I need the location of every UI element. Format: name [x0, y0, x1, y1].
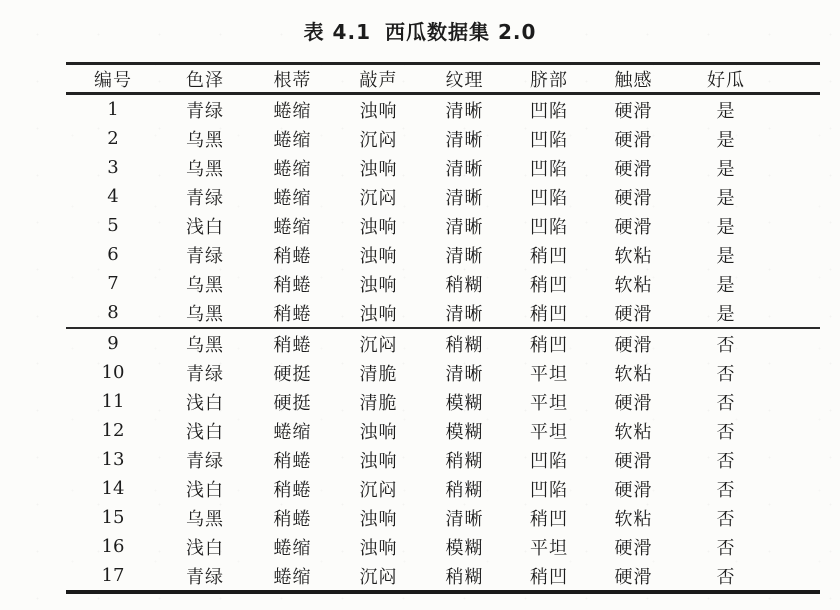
attribute-cell: 蜷缩 — [273, 537, 312, 559]
attribute-cell: 是 — [716, 187, 736, 209]
attribute-cell: 是 — [716, 245, 736, 267]
attribute-cell: 硬滑 — [614, 129, 653, 151]
attribute-cell: 浊响 — [359, 450, 398, 472]
attribute-cell: 浊响 — [359, 158, 398, 180]
row-number-cell: 3 — [107, 157, 119, 178]
row-number-cell: 17 — [101, 565, 125, 586]
attribute-cell: 沉闷 — [335, 328, 422, 358]
attribute-cell: 蜷缩 — [273, 216, 312, 238]
attribute-cell: 清晰 — [445, 303, 484, 325]
attribute-cell: 蜷缩 — [273, 187, 312, 209]
attribute-cell: 否 — [716, 508, 736, 530]
attribute-cell: 稍糊 — [445, 274, 484, 296]
table-title: 西瓜数据集 2.0 — [385, 20, 537, 44]
column-header-id: 编号 — [66, 64, 160, 94]
attribute-cell: 稍凹 — [530, 245, 568, 267]
attribute-cell: 硬滑 — [614, 392, 653, 414]
attribute-cell: 平坦 — [530, 537, 568, 559]
attribute-cell: 清脆 — [359, 363, 398, 385]
attribute-cell: 蜷缩 — [273, 566, 312, 588]
attribute-cell: 清晰 — [445, 129, 484, 151]
attribute-cell: 硬滑 — [614, 158, 653, 180]
attribute-cell: 是 — [716, 303, 736, 325]
attribute-cell: 乌黑 — [186, 303, 224, 325]
attribute-cell: 清晰 — [445, 508, 484, 530]
attribute-cell: 模糊 — [445, 421, 484, 443]
attribute-cell: 硬滑 — [614, 216, 653, 238]
row-number-cell: 16 — [101, 536, 125, 557]
row-number-cell: 15 — [101, 507, 125, 528]
attribute-cell: 清脆 — [359, 392, 398, 414]
attribute-cell: 浊响 — [359, 421, 398, 443]
attribute-cell: 稍蜷 — [273, 450, 312, 472]
table-number: 表 4.1 — [303, 20, 371, 44]
attribute-cell: 稍糊 — [445, 479, 484, 501]
attribute-cell: 硬滑 — [591, 328, 676, 358]
table-row — [66, 298, 820, 328]
attribute-cell: 凹陷 — [530, 450, 568, 472]
column-header-color: 色泽 — [160, 64, 250, 94]
attribute-cell: 沉闷 — [359, 187, 398, 209]
attribute-cell: 软粘 — [614, 274, 653, 296]
attribute-cell: 硬滑 — [614, 100, 653, 122]
attribute-cell: 乌黑 — [160, 328, 250, 358]
attribute-cell: 乌黑 — [186, 508, 224, 530]
row-number-cell: 7 — [107, 273, 119, 294]
attribute-cell: 模糊 — [445, 537, 484, 559]
attribute-cell: 清晰 — [445, 216, 484, 238]
attribute-cell: 否 — [676, 328, 820, 358]
table-row — [66, 474, 820, 503]
attribute-cell: 软粘 — [614, 421, 653, 443]
table-row — [66, 503, 820, 532]
attribute-cell: 稍糊 — [422, 328, 507, 358]
table-row — [66, 328, 820, 358]
attribute-cell: 青绿 — [186, 100, 224, 122]
attribute-cell: 软粘 — [614, 508, 653, 530]
column-header-label: 好瓜 — [676, 64, 820, 94]
attribute-cell: 否 — [716, 537, 736, 559]
attribute-cell: 清晰 — [445, 158, 484, 180]
row-number-cell: 1 — [107, 99, 119, 120]
attribute-cell: 浊响 — [359, 245, 398, 267]
row-number-cell: 5 — [107, 215, 119, 236]
attribute-cell: 模糊 — [445, 392, 484, 414]
attribute-cell: 硬滑 — [614, 450, 653, 472]
attribute-cell: 稍凹 — [530, 303, 568, 325]
attribute-cell: 稍蜷 — [250, 328, 335, 358]
row-number-cell: 2 — [107, 128, 119, 149]
row-number-cell: 13 — [101, 449, 125, 470]
attribute-cell: 是 — [716, 158, 736, 180]
attribute-cell: 清晰 — [445, 245, 484, 267]
attribute-cell: 软粘 — [614, 363, 653, 385]
attribute-cell: 凹陷 — [530, 158, 568, 180]
attribute-cell: 清晰 — [445, 187, 484, 209]
attribute-cell: 硬挺 — [273, 392, 312, 414]
attribute-cell: 稍蜷 — [273, 274, 312, 296]
watermelon-dataset-table — [66, 62, 820, 594]
attribute-cell: 平坦 — [530, 392, 568, 414]
header-row — [66, 64, 820, 94]
attribute-cell: 凹陷 — [530, 100, 568, 122]
table-row — [66, 211, 820, 240]
attribute-cell: 蜷缩 — [273, 421, 312, 443]
attribute-cell: 否 — [716, 450, 736, 472]
row-number-cell: 4 — [107, 186, 119, 207]
attribute-cell: 稍蜷 — [273, 479, 312, 501]
attribute-cell: 硬滑 — [614, 479, 653, 501]
row-number-cell: 12 — [101, 420, 125, 441]
attribute-cell: 浅白 — [186, 421, 224, 443]
attribute-cell: 否 — [716, 421, 736, 443]
attribute-cell: 平坦 — [530, 363, 568, 385]
attribute-cell: 凹陷 — [530, 479, 568, 501]
attribute-cell: 浊响 — [359, 508, 398, 530]
attribute-cell: 蜷缩 — [273, 100, 312, 122]
attribute-cell: 青绿 — [186, 363, 224, 385]
attribute-cell: 稍蜷 — [273, 245, 312, 267]
attribute-cell: 稍凹 — [507, 328, 591, 358]
attribute-cell: 乌黑 — [186, 129, 224, 151]
table-row — [66, 124, 820, 153]
table-row — [66, 387, 820, 416]
attribute-cell: 是 — [716, 216, 736, 238]
row-number-cell: 10 — [101, 362, 125, 383]
attribute-cell: 青绿 — [186, 245, 224, 267]
attribute-cell: 青绿 — [186, 450, 224, 472]
attribute-cell: 否 — [716, 363, 736, 385]
table-row — [66, 416, 820, 445]
table-body — [66, 94, 820, 593]
column-header-root: 根蒂 — [250, 64, 335, 94]
attribute-cell: 乌黑 — [186, 158, 224, 180]
column-header-navel: 脐部 — [507, 64, 591, 94]
table-row — [66, 153, 820, 182]
attribute-cell: 稍蜷 — [273, 508, 312, 530]
attribute-cell: 青绿 — [186, 187, 224, 209]
attribute-cell: 硬滑 — [614, 566, 653, 588]
table-caption — [0, 16, 840, 45]
table-header — [66, 64, 820, 94]
attribute-cell: 硬滑 — [614, 537, 653, 559]
attribute-cell: 稍糊 — [445, 450, 484, 472]
attribute-cell: 稍凹 — [530, 508, 568, 530]
table-row — [66, 358, 820, 387]
attribute-cell: 沉闷 — [359, 566, 398, 588]
column-header-texture: 纹理 — [422, 64, 507, 94]
attribute-cell: 稍蜷 — [273, 303, 312, 325]
attribute-cell: 浊响 — [359, 537, 398, 559]
attribute-cell: 浊响 — [359, 274, 398, 296]
column-header-sound: 敲声 — [335, 64, 422, 94]
attribute-cell: 蜷缩 — [273, 129, 312, 151]
attribute-cell: 凹陷 — [530, 187, 568, 209]
table-row — [66, 94, 820, 125]
table-row — [66, 561, 820, 592]
attribute-cell: 平坦 — [530, 421, 568, 443]
row-number-cell: 6 — [107, 244, 119, 265]
attribute-cell: 硬滑 — [614, 187, 653, 209]
attribute-cell: 凹陷 — [530, 216, 568, 238]
attribute-cell: 否 — [716, 392, 736, 414]
attribute-cell: 浅白 — [186, 216, 224, 238]
attribute-cell: 蜷缩 — [273, 158, 312, 180]
attribute-cell: 软粘 — [614, 245, 653, 267]
row-number-cell: 11 — [101, 391, 125, 412]
row-number-cell: 9 — [66, 328, 160, 358]
attribute-cell: 浊响 — [359, 303, 398, 325]
table-row — [66, 182, 820, 211]
attribute-cell: 稍凹 — [530, 274, 568, 296]
attribute-cell: 稍糊 — [445, 566, 484, 588]
attribute-cell: 清晰 — [445, 363, 484, 385]
attribute-cell: 浊响 — [359, 216, 398, 238]
table-row — [66, 445, 820, 474]
column-header-touch: 触感 — [591, 64, 676, 94]
attribute-cell: 凹陷 — [530, 129, 568, 151]
attribute-cell: 硬滑 — [614, 303, 653, 325]
attribute-cell: 浅白 — [186, 479, 224, 501]
attribute-cell: 沉闷 — [359, 479, 398, 501]
attribute-cell: 沉闷 — [359, 129, 398, 151]
attribute-cell: 是 — [716, 129, 736, 151]
attribute-cell: 青绿 — [186, 566, 224, 588]
attribute-cell: 乌黑 — [186, 274, 224, 296]
attribute-cell: 浅白 — [186, 537, 224, 559]
attribute-cell: 稍凹 — [530, 566, 568, 588]
table-row — [66, 240, 820, 269]
attribute-cell: 浊响 — [359, 100, 398, 122]
table-row — [66, 532, 820, 561]
table-row — [66, 269, 820, 298]
attribute-cell: 否 — [716, 566, 736, 588]
attribute-cell: 是 — [716, 100, 736, 122]
attribute-cell: 硬挺 — [273, 363, 312, 385]
attribute-cell: 是 — [716, 274, 736, 296]
attribute-cell: 浅白 — [186, 392, 224, 414]
row-number-cell: 8 — [107, 302, 119, 323]
attribute-cell: 否 — [716, 479, 736, 501]
row-number-cell: 14 — [101, 478, 125, 499]
attribute-cell: 清晰 — [445, 100, 484, 122]
